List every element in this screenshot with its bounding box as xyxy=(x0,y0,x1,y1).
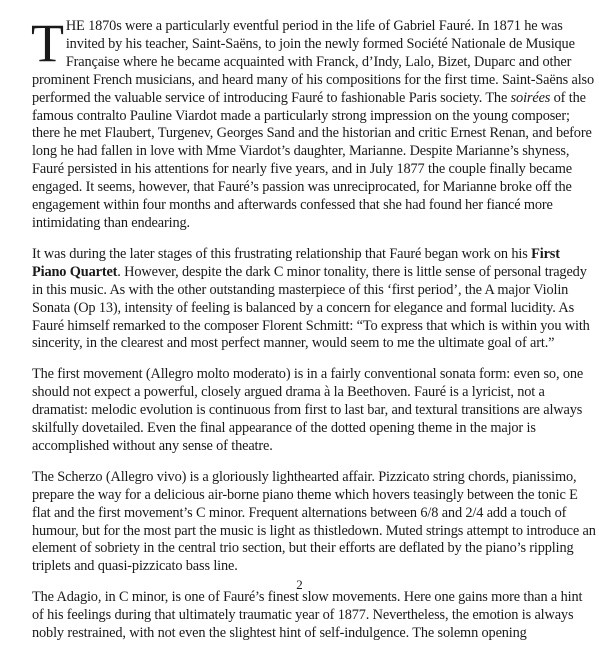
paragraph-2-bold-title: First Piano Quartet xyxy=(32,245,560,280)
paragraph-5-text: The Adagio, in C minor, is one of Fauré’s finest slow movements. Here one gains more than a hint of his feelings during that ultimately traumatic year of 1877. Nevertheless, the emotion is always nobly restrained, with not even the slightest hint of self-indulgence. The solemn opening xyxy=(32,589,583,642)
page-number: 2 xyxy=(296,577,303,592)
paragraph-1-italic-soirees: soirées xyxy=(510,89,551,106)
paragraph-5 xyxy=(32,589,597,643)
paragraph-1-text-a: HE 1870s were a particularly eventful period in the life of Gabriel Fauré. In 1871 he was invited by his teacher, Saint-Saëns, to join the newly formed Société Nationale de Musique Française where he became acquainted with Franck, d’Indy, Lalo, Bizet, Duparc and other prominent French musicians, and heard many of his compositions for the first time. Saint-Saëns also performed the valuable service of introducing Fauré to fashionable Paris society. The xyxy=(32,18,594,106)
paragraph-1-text-b: of the famous contralto Pauline Viardot made a particularly strong impression on the young composer; there he met Flaubert, Turgenev, Georges Sand and the historian and critic Ernest Renan, and before long he had fallen in love with Mme Viardot’s daughter, Marianne. Despite Marianne’s shyness, Fauré persisted in his attentions for nearly five years, and in July 1877 the couple finally became engaged. It seems, however, that Fauré’s passion was unreciprocated, for Marianne broke off the engagement within four months and afterwards confessed that she had found her fiancé more intimidating than endearing. xyxy=(32,89,592,231)
paragraph-1 xyxy=(31,13,597,233)
paragraph-3 xyxy=(32,366,597,456)
paragraph-2-text-b: . However, despite the dark C minor tonality, there is little sense of personal tragedy in this music. As with the other outstanding masterpiece of this ‘first period’, the A major Violin Sonata (Op 13), intensity of feeling is balanced by a concern for elegance and formal lucidity. As Fauré himself remarked to the composer Florent Schmitt: “To express that which is within you with sincerity, in the clearest and most perfect manner, would seem to me the ultimate goal of art.” xyxy=(32,263,590,352)
drop-cap: T xyxy=(31,13,64,73)
body-text xyxy=(31,13,597,656)
paragraph-3-text: The first movement (Allegro molto moderato) is in a fairly conventional sonata form: even so, one should not expect a powerful, closely argued drama à la Beethoven. Fauré is a lyricist, not a dramatist: melodic evolution is continuous from first to last bar, and textural transitions are always skilfully dovetailed. Even the final appearance of the dotted opening theme in the major is accomplished without any sense of theatre. xyxy=(32,366,584,454)
paragraph-4-text: The Scherzo (Allegro vivo) is a gloriously lighthearted affair. Pizzicato string chords, pianissimo, prepare the way for a delicious air-borne piano theme which hovers teasingly between the tonic E flat and the first movement’s C minor. Frequent alternations between 6/8 and 2/4 add a touch of humour, but for the most part the music is light as thistledown. Muted strings attempt to introduce an element of sobriety in the central trio section, but their efforts are deflated by the piano’s rippling triplets and quasi-pizzicato bass line. xyxy=(32,468,596,575)
paragraph-4 xyxy=(32,469,597,576)
paragraph-2-text-a: It was during the later stages of this frustrating relationship that Fauré began work on his xyxy=(32,245,532,262)
paragraph-2 xyxy=(32,246,597,353)
